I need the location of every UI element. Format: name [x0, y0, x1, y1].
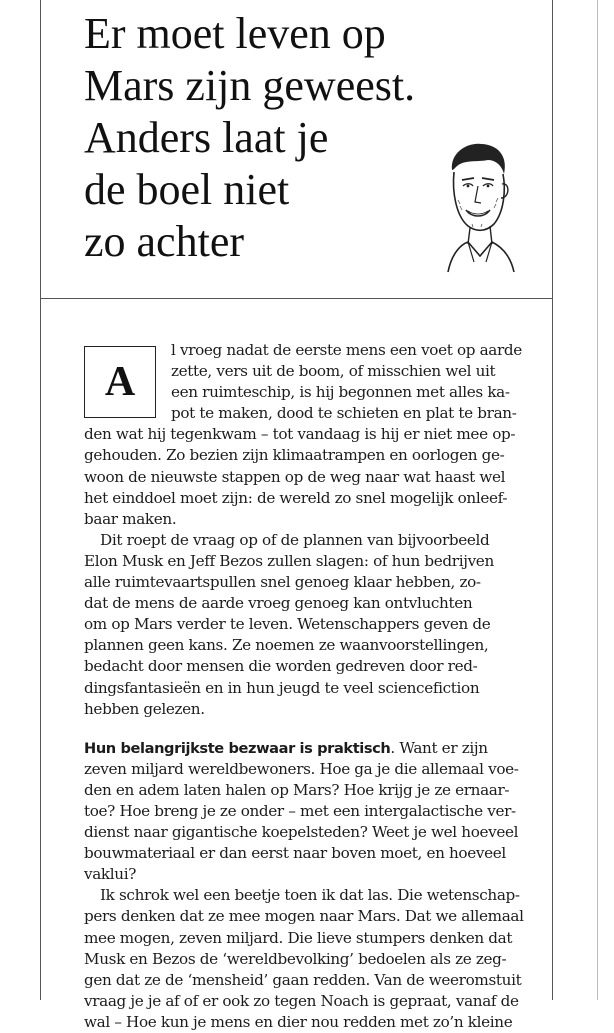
page-fold-line	[597, 0, 598, 1000]
text-line: baar maken.	[84, 509, 177, 528]
drop-cap: A	[84, 346, 156, 418]
text-line: Dit roept de vraag op of de plannen van bijvoorbeeld	[100, 530, 490, 549]
text-line: pers denken dat ze mee mogen naar Mars. Dat we allemaal	[84, 907, 524, 926]
text-line: wal – Hoe kun je mens en dier nou redden met zo’n kleine	[84, 1012, 513, 1031]
text-line: zeven miljard wereldbewoners. Hoe ga je die allemaal voe-	[84, 759, 519, 778]
article-headline	[84, 8, 484, 268]
text-line: dat de mens de aarde vroeg genoeg kan ontvluchten	[84, 594, 473, 613]
text-line: gehouden. Zo bezien zijn klimaatrampen en oorlogen ge-	[84, 446, 505, 465]
text-line: den wat hij tegenkwam – tot vandaag is hij er niet mee op-	[84, 425, 516, 444]
headline-line: de boel niet	[84, 165, 290, 214]
text-line: toe? Hoe breng je ze onder – met een intergalactische ver-	[84, 801, 516, 820]
paragraph-1	[84, 340, 522, 530]
text-line: gen dat ze de ‘mensheid’ gaan redden. Van de weeromstuit	[84, 970, 522, 989]
text-line: bouwmateriaal er dan eerst naar boven moet, en hoeveel	[84, 844, 506, 863]
text-line: dienst naar gigantische koepelsteden? Weet je wel hoeveel	[84, 823, 519, 842]
text-line: alle ruimtevaartspullen snel genoeg klaar hebben, zo-	[84, 573, 481, 592]
text-line: vraag je je af of er ook zo tegen Noach is gepraat, vanaf de	[84, 991, 519, 1010]
column-border-left	[40, 0, 41, 1000]
text-line: om op Mars verder te leven. Wetenschappers geven de	[84, 615, 491, 634]
column-border-right	[552, 0, 553, 1000]
headline-line: Er moet leven op	[84, 9, 386, 58]
text-line: l vroeg nadat de eerste mens een voet op aarde	[171, 341, 522, 359]
text-line: dingsfantasieën en in hun jeugd te veel sciencefiction	[84, 678, 480, 697]
text-line: hebben gelezen.	[84, 699, 205, 718]
text-line	[84, 738, 514, 759]
text-line: Elon Musk en Jeff Bezos zullen slagen: of hun bedrijven	[84, 551, 494, 570]
paragraph-4	[84, 885, 524, 1033]
headline-line: Mars zijn geweest.	[84, 61, 416, 110]
text-line: het einddoel moet zijn: de wereld zo snel mogelijk onleef-	[84, 488, 508, 507]
text-line: een ruimteschip, is hij begonnen met alles ka-	[171, 383, 510, 402]
text-line: mee mogen, zeven miljard. Die lieve stumpers denken dat	[84, 928, 513, 947]
text-line: pot te maken, dood te schieten en plat te bran-	[171, 404, 517, 423]
paragraph-3	[84, 738, 519, 886]
text-line: plannen geen kans. Ze noemen ze waanvoorstellingen,	[84, 636, 489, 655]
text-line: bedacht door mensen die worden gedreven door red-	[84, 657, 478, 676]
section-lead: Hun belangrijkste bezwaar is praktisch	[84, 739, 391, 757]
text-line: zette, vers uit de boom, of misschien wel uit	[171, 362, 496, 381]
author-portrait-icon	[438, 140, 518, 275]
text-line: vaklui?	[84, 865, 137, 884]
paragraph-2	[84, 530, 514, 720]
text-line: Ik schrok wel een beetje toen ik dat las. Die wetenschap-	[100, 886, 520, 905]
headline-line: zo achter	[84, 217, 244, 266]
article-body	[84, 340, 524, 1033]
text-line: Musk en Bezos de ‘wereldbevolking’ bedoelen als ze zeg-	[84, 949, 507, 968]
headline-line: Anders laat je	[84, 113, 329, 162]
header-divider	[40, 298, 553, 299]
text-line: den en adem laten halen op Mars? Hoe krijg je ze ernaar-	[84, 780, 510, 799]
lead-rest: . Want er zijn	[390, 738, 488, 757]
section-gap	[84, 720, 514, 738]
text-line: woon de nieuwste stappen op de weg naar wat haast wel	[84, 467, 506, 486]
